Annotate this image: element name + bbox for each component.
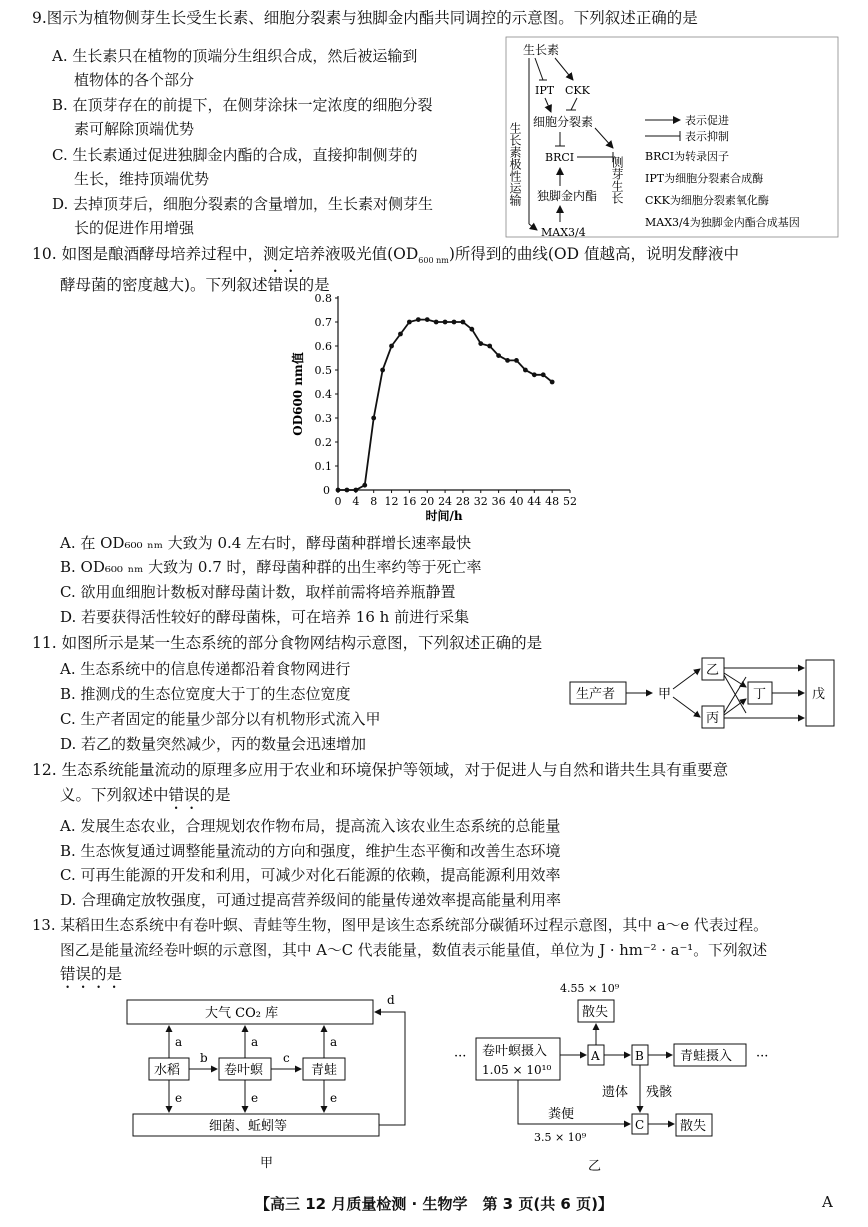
- cycle-decomposer: 细菌、蚯蚓等: [209, 1119, 288, 1134]
- od-data-point: [478, 341, 483, 346]
- web-bing: 丙: [706, 711, 720, 726]
- energy-loss-top: 散失: [582, 1005, 609, 1020]
- y-tick-label: 0.5: [314, 364, 332, 377]
- od-data-point: [380, 368, 385, 373]
- od-data-point: [461, 320, 466, 325]
- web-ding: 丁: [753, 687, 767, 702]
- od-data-point: [336, 488, 341, 493]
- od-data-point: [550, 380, 555, 385]
- x-tick-label: 4: [352, 495, 360, 508]
- paper-version: A: [822, 1193, 833, 1211]
- energy-frog-intake: 青蛙摄入: [680, 1049, 733, 1064]
- energy-feces: 粪便: [548, 1107, 575, 1122]
- q13-stem-line3: 错误的是: [60, 965, 123, 983]
- od-data-point: [434, 320, 439, 325]
- note-brc1: BRCI为转录因子: [645, 150, 730, 163]
- energy-a: A: [591, 1049, 600, 1063]
- x-tick-label: 28: [455, 495, 470, 508]
- diagram-polar-transport: 生长素极性运输: [508, 122, 522, 206]
- x-axis-label: 时间/h: [425, 509, 463, 523]
- diagram-max: MAX3/4: [541, 226, 586, 239]
- web-yi: 乙: [706, 663, 720, 678]
- q9-option-b-line1: B. 在顶芽存在的前提下，在侧芽涂抹一定浓度的细胞分裂: [52, 96, 433, 114]
- q9-option-a-line2: 植物体的各个部分: [74, 71, 195, 89]
- energy-remains-2: 残骸: [646, 1085, 673, 1100]
- svg-text:a: a: [330, 1035, 338, 1049]
- q9-option-d-line2: 长的促进作用增强: [74, 219, 195, 237]
- q10-option-b: B. OD₆₀₀ ₙₘ 大致为 0.7 时，酵母菌种群的出生率约等于死亡率: [60, 558, 482, 576]
- note-ipt: IPT为细胞分裂素合成酶: [645, 172, 764, 185]
- energy-moth-intake: 卷叶螟摄入: [482, 1044, 548, 1059]
- diagram-cytokinin: 细胞分裂素: [533, 115, 594, 129]
- svg-text:b: b: [200, 1051, 208, 1065]
- q10-stem-line1: 10. 如图是酿酒酵母培养过程中，测定培养液吸光值$(OD_{600 nm})$所得到的曲线(OD 值越高，说明发酵液中: [32, 245, 739, 266]
- q13-stem-line1: 13. 某稻田生态系统中有卷叶螟、青蛙等生物，图甲是该生态系统部分碳循环过程示意图，其中 a～e 代表过程。: [32, 917, 768, 934]
- q11-option-d: D. 若乙的数量突然减少，丙的数量会迅速增加: [60, 735, 367, 753]
- x-tick-label: 20: [420, 495, 435, 508]
- q11-option-a: A. 生态系统中的信息传递都沿着食物网进行: [60, 660, 351, 678]
- od-data-point: [487, 344, 492, 349]
- cycle-moth: 卷叶螟: [224, 1063, 264, 1078]
- energy-moth-intake-value: 1.05 × 10¹⁰: [482, 1063, 552, 1077]
- x-tick-label: 40: [509, 495, 524, 508]
- q12-option-a: A. 发展生态农业，合理规划农作物布局，提高流入该农业生态系统的总能量: [60, 817, 561, 835]
- q12-option-c: C. 可再生能源的开发和利用，可减少对化石能源的依赖，提高能源利用效率: [60, 866, 561, 884]
- od-data-point: [371, 416, 376, 421]
- cycle-co2-pool: 大气 CO₂ 库: [205, 1006, 279, 1021]
- od-data-point: [362, 483, 367, 488]
- cycle-caption: 甲: [260, 1156, 274, 1171]
- q10-stem-line2: 酵母菌的密度越大)。下列叙述错误的是: [60, 276, 330, 294]
- svg-text:a: a: [251, 1035, 259, 1049]
- q9-option-d-line1: D. 去掉顶芽后，细胞分裂素的含量增加，生长素对侧芽生: [52, 195, 434, 213]
- x-tick-label: 24: [438, 495, 453, 508]
- energy-loss-bottom: 散失: [680, 1119, 707, 1134]
- od-data-point: [416, 317, 421, 322]
- y-tick-label: 0.7: [314, 316, 332, 329]
- diagram-strigolactone: 独脚金内酯: [537, 189, 598, 203]
- y-axis-label: OD600 nm值: [291, 352, 305, 436]
- legend-inhibit: 表示抑制: [685, 130, 729, 143]
- y-tick-label: 0.4: [314, 388, 332, 401]
- web-producer: 生产者: [576, 687, 616, 702]
- y-tick-label: 0: [323, 484, 330, 497]
- q13-stem-line2: 图乙是能量流经卷叶螟的示意图，其中 A～C 代表能量，数值表示能量值，单位为 J · hm⁻² · a⁻¹。下列叙述: [60, 942, 768, 959]
- q9-option-a-line1: A. 生长素只在植物的顶端分生组织合成，然后被运输到: [52, 47, 418, 65]
- q9-option-c-line1: C. 生长素通过促进独脚金内酯的合成，直接抑制侧芽的: [52, 146, 418, 164]
- energy-b: B: [635, 1049, 644, 1063]
- q12-stem-line2: 义。下列叙述中错误的是: [60, 786, 231, 804]
- q9-regulation-diagram: [505, 36, 840, 241]
- x-tick-label: 32: [473, 495, 488, 508]
- od-data-point: [398, 332, 403, 337]
- energy-c: C: [635, 1118, 645, 1132]
- x-tick-label: 16: [402, 495, 417, 508]
- x-tick-label: 0: [334, 495, 342, 508]
- svg-text:···: ···: [454, 1049, 467, 1064]
- legend-promote: 表示促进: [685, 114, 729, 127]
- x-tick-label: 12: [384, 495, 399, 508]
- svg-text:e: e: [330, 1091, 338, 1105]
- q11-option-c: C. 生产者固定的能量少部分以有机物形式流入甲: [60, 710, 381, 728]
- page-footer: 【高三 12 月质量检测 · 生物学 第 3 页(共 6 页)】: [255, 1195, 613, 1213]
- od-series-line: [338, 320, 552, 490]
- svg-text:d: d: [387, 993, 395, 1007]
- cycle-frog: 青蛙: [311, 1063, 338, 1078]
- od-data-point: [514, 358, 519, 363]
- svg-text:e: e: [251, 1091, 259, 1105]
- q11-option-b: B. 推测戊的生态位宽度大于丁的生态位宽度: [60, 685, 351, 703]
- q10-option-c: C. 欲用血细胞计数板对酵母菌计数，取样前需将培养瓶静置: [60, 583, 456, 601]
- q13-carbon-cycle-diagram: [125, 992, 415, 1172]
- energy-remains-1: 遗体: [602, 1085, 629, 1100]
- q10-od-line-chart: [280, 292, 590, 524]
- diagram-ckk: CKK: [565, 84, 590, 97]
- q9-stem: 9.图示为植物侧芽生长受生长素、细胞分裂素与独脚金内酯共同调控的示意图。下列叙述正确的是: [32, 9, 698, 27]
- web-wu: 戊: [812, 687, 826, 702]
- od-data-point: [443, 320, 448, 325]
- od-data-point: [523, 368, 528, 373]
- diagram-auxin: 生长素: [523, 43, 560, 57]
- diagram-ipt: IPT: [535, 84, 555, 97]
- q11-food-web: [568, 655, 843, 737]
- cycle-rice: 水稻: [154, 1063, 181, 1078]
- energy-loss-top-value: 4.55 × 10⁹: [560, 982, 620, 995]
- diagram-lateral-bud: 侧芽生长: [610, 156, 624, 204]
- od-data-point: [353, 488, 358, 493]
- od-data-point: [469, 327, 474, 332]
- y-tick-label: 0.2: [314, 436, 332, 449]
- q10-option-a: A. 在 OD₆₀₀ ₙₘ 大致为 0.4 左右时，酵母菌种群增长速率最快: [60, 534, 472, 552]
- x-tick-label: 36: [491, 495, 506, 508]
- od-data-point: [345, 488, 350, 493]
- y-tick-label: 0.3: [314, 412, 332, 425]
- svg-text:c: c: [283, 1051, 290, 1065]
- q13-energy-flow-diagram: [452, 978, 782, 1174]
- x-tick-label: 8: [370, 495, 378, 508]
- x-tick-label: 44: [527, 495, 542, 508]
- note-max: MAX3/4为独脚金内酯合成基因: [645, 216, 800, 229]
- svg-text:e: e: [175, 1091, 183, 1105]
- od-data-point: [505, 358, 510, 363]
- od-data-point: [532, 372, 537, 377]
- q12-option-d: D. 合理确定放牧强度，可通过提高营养级间的能量传递效率提高能量利用率: [60, 891, 562, 909]
- od-data-point: [425, 317, 430, 322]
- energy-caption: 乙: [588, 1159, 602, 1174]
- q10-option-d: D. 若要获得活性较好的酵母菌株，可在培养 16 h 前进行采集: [60, 608, 470, 626]
- q9-option-b-line2: 素可解除顶端优势: [74, 120, 195, 138]
- web-jia: 甲: [658, 687, 672, 702]
- od-data-point: [407, 320, 412, 325]
- svg-text:a: a: [175, 1035, 183, 1049]
- energy-feces-value: 3.5 × 10⁹: [534, 1131, 587, 1144]
- y-tick-label: 0.1: [314, 460, 332, 473]
- y-tick-label: 0.6: [314, 340, 332, 353]
- diagram-brc1: BRCI: [545, 151, 575, 164]
- q11-stem: 11. 如图所示是某一生态系统的部分食物网结构示意图，下列叙述正确的是: [32, 634, 543, 652]
- x-tick-label: 48: [545, 495, 560, 508]
- od-data-point: [389, 344, 394, 349]
- y-tick-label: 0.8: [314, 292, 332, 305]
- x-tick-label: 52: [563, 495, 577, 508]
- svg-text:···: ···: [756, 1049, 769, 1064]
- q12-stem-line1: 12. 生态系统能量流动的原理多应用于农业和环境保护等领域，对于促进人与自然和谐共生具有重要意: [32, 761, 729, 779]
- od-data-point: [541, 372, 546, 377]
- od-data-point: [452, 320, 457, 325]
- q12-option-b: B. 生态恢复通过调整能量流动的方向和强度，维护生态平衡和改善生态环境: [60, 842, 561, 860]
- q9-option-c-line2: 生长，维持顶端优势: [74, 170, 210, 188]
- note-ckk: CKK为细胞分裂素氧化酶: [645, 194, 769, 207]
- od-data-point: [496, 353, 501, 358]
